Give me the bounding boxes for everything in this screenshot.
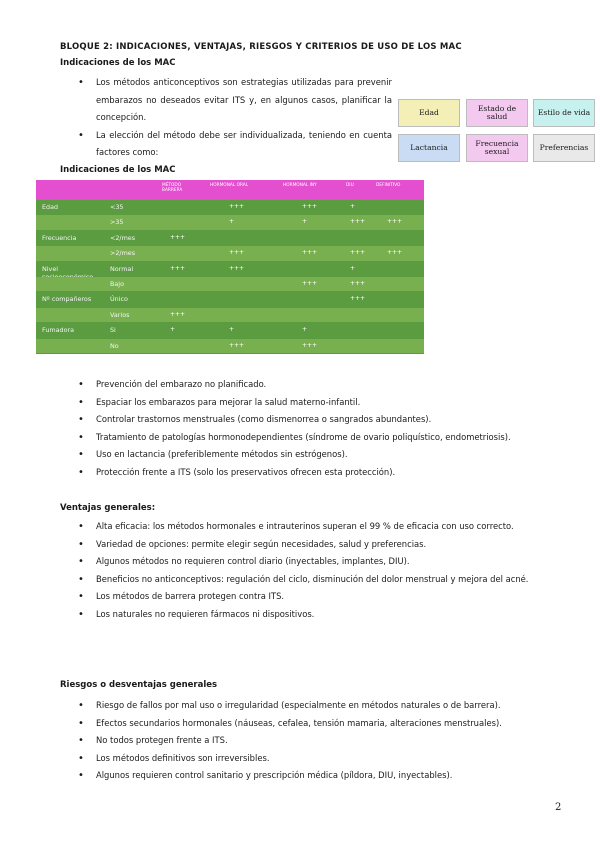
list-item: • Los métodos de barrera protegen contra ITS.: [60, 588, 570, 606]
row-subcategory: Si: [110, 326, 116, 335]
table-row: [36, 215, 424, 229]
table-row: [36, 292, 424, 306]
advantages-heading: Ventajas generales:: [60, 503, 156, 513]
column-header: DEFINITIVO: [376, 183, 401, 188]
table-cell: +++: [302, 280, 318, 287]
list-item: • Variedad de opciones: permite elegir según necesidades, salud y preferencias.: [60, 536, 570, 554]
table-row: [36, 262, 424, 276]
advantages-list: [60, 518, 570, 623]
factor-box: Lactancia: [398, 134, 460, 162]
row-subcategory: Varios: [110, 310, 130, 319]
list-item: • Los métodos anticonceptivos son estrategias utilizadas para prevenir embarazos no deseados evitar ITS y, en algunos casos, planificar la concepción.: [60, 74, 392, 127]
risks-list: [60, 697, 590, 785]
list-item: • Algunos métodos no requieren control diario (inyectables, implantes, DIU).: [60, 553, 570, 571]
row-subcategory: <2/mes: [110, 233, 136, 242]
table-cell: +: [302, 218, 308, 226]
list-item: • Controlar trastornos menstruales (como dismenorrea o sangrados abundantes).: [60, 411, 590, 429]
table-header: [36, 180, 424, 200]
column-header: DIU: [346, 183, 354, 188]
factor-box: Edad: [398, 99, 460, 127]
table-row: [36, 339, 424, 353]
risks-heading: Riesgos o desventajas generales: [60, 680, 218, 690]
list-item: • Uso en lactancia (preferiblemente métodos sin estrógenos).: [60, 446, 590, 464]
list-item: • Riesgo de fallos por mal uso o irregularidad (especialmente en métodos naturales o de barrera).: [60, 697, 590, 715]
row-subcategory: Único: [110, 295, 128, 304]
list-item: • Espaciar los embarazos para mejorar la salud materno-infantil.: [60, 394, 590, 412]
list-item: • Prevención del embarazo no planificado.: [60, 376, 590, 394]
table-cell: +: [170, 326, 176, 334]
table-cell: +: [350, 203, 356, 210]
row-category: Edad: [42, 203, 59, 211]
row-category: Frecuencia: [42, 233, 77, 242]
table-cell: +: [229, 218, 235, 226]
list-item: • No todos protegen frente a ITS.: [60, 732, 590, 750]
document-title: BLOQUE 2: INDICACIONES, VENTAJAS, RIESGOS Y CRITERIOS DE USO DE LOS MAC: [60, 42, 462, 52]
list-item: • Efectos secundarios hormonales (náuseas, cefalea, tensión mamaria, alteraciones menstruales).: [60, 715, 590, 733]
row-subcategory: >35: [110, 218, 124, 227]
table-cell: +++: [350, 249, 366, 257]
row-category: Nivel: [42, 264, 59, 273]
table-cell: +: [350, 264, 356, 272]
table-cell: +++: [229, 264, 245, 272]
table-cell: +: [302, 326, 308, 334]
table-row: [36, 323, 424, 337]
column-header: MÉTODO BARRERA: [162, 183, 183, 193]
list-item: • Tratamiento de patologías hormonodependientes (síndrome de ovario poliquístico, endometriosis).: [60, 429, 590, 447]
factor-box: Estado de salud: [466, 99, 528, 127]
table-row: [36, 277, 424, 291]
table-cell: +: [229, 326, 235, 334]
row-subcategory: <35: [110, 203, 124, 211]
intro-list: [60, 74, 392, 162]
list-item: • La elección del método debe ser individualizada, teniendo en cuenta factores como:: [60, 127, 392, 162]
page-number: 2: [555, 802, 562, 813]
row-subcategory: >2/mes: [110, 249, 136, 258]
factors-diagram: [398, 99, 595, 162]
table-cell: +++: [302, 249, 318, 257]
row-subcategory: Bajo: [110, 280, 124, 288]
table-cell: +++: [302, 203, 318, 210]
table-cell: +++: [170, 310, 186, 318]
factor-box: Frecuencia sexual: [466, 134, 528, 162]
list-item: • Beneficios no anticonceptivos: regulación del ciclo, disminución del dolor menstrual y mejora del acné.: [60, 571, 570, 589]
table-cell: +++: [302, 341, 318, 349]
table-cell: +++: [387, 249, 403, 257]
table-cell: +++: [170, 233, 186, 241]
factor-box: Estilo de vida: [533, 99, 595, 127]
table-cell: +++: [350, 218, 366, 226]
row-subcategory: Normal: [110, 264, 134, 273]
table-row: [36, 231, 424, 245]
table-row: [36, 308, 424, 322]
table-cell: +++: [229, 341, 245, 349]
table-row: [36, 200, 424, 214]
list-item: • Alta eficacia: los métodos hormonales e intrauterinos superan el 99 % de eficacia con uso correcto.: [60, 518, 570, 536]
column-header: HORMONAL ORAL: [210, 183, 249, 188]
row-subcategory: No: [110, 341, 119, 350]
table-cell: +++: [350, 295, 366, 303]
table-cell: +++: [350, 280, 366, 287]
row-category: Fumadora: [42, 326, 75, 335]
indications-list: [60, 376, 590, 481]
list-item: • Los métodos definitivos son irreversibles.: [60, 750, 590, 768]
intro-heading: Indicaciones de los MAC: [60, 58, 176, 68]
factor-box: Preferencias: [533, 134, 595, 162]
table-cell: +++: [170, 264, 186, 272]
table-heading: Indicaciones de los MAC: [60, 165, 176, 175]
row-category: Nº compañeros: [42, 295, 92, 304]
table-cell: +++: [229, 203, 245, 210]
list-item: • Protección frente a ITS (solo los preservativos ofrecen esta protección).: [60, 464, 590, 482]
table-cell: +++: [229, 249, 245, 257]
list-item: • Algunos requieren control sanitario y prescripción médica (píldora, DIU, inyectables).: [60, 767, 590, 785]
table-row: [36, 246, 424, 260]
list-item: • Los naturales no requieren fármacos ni dispositivos.: [60, 606, 570, 624]
indications-table: [36, 180, 424, 354]
table-cell: +++: [387, 218, 403, 226]
column-header: HORMONAL INY: [283, 183, 317, 188]
